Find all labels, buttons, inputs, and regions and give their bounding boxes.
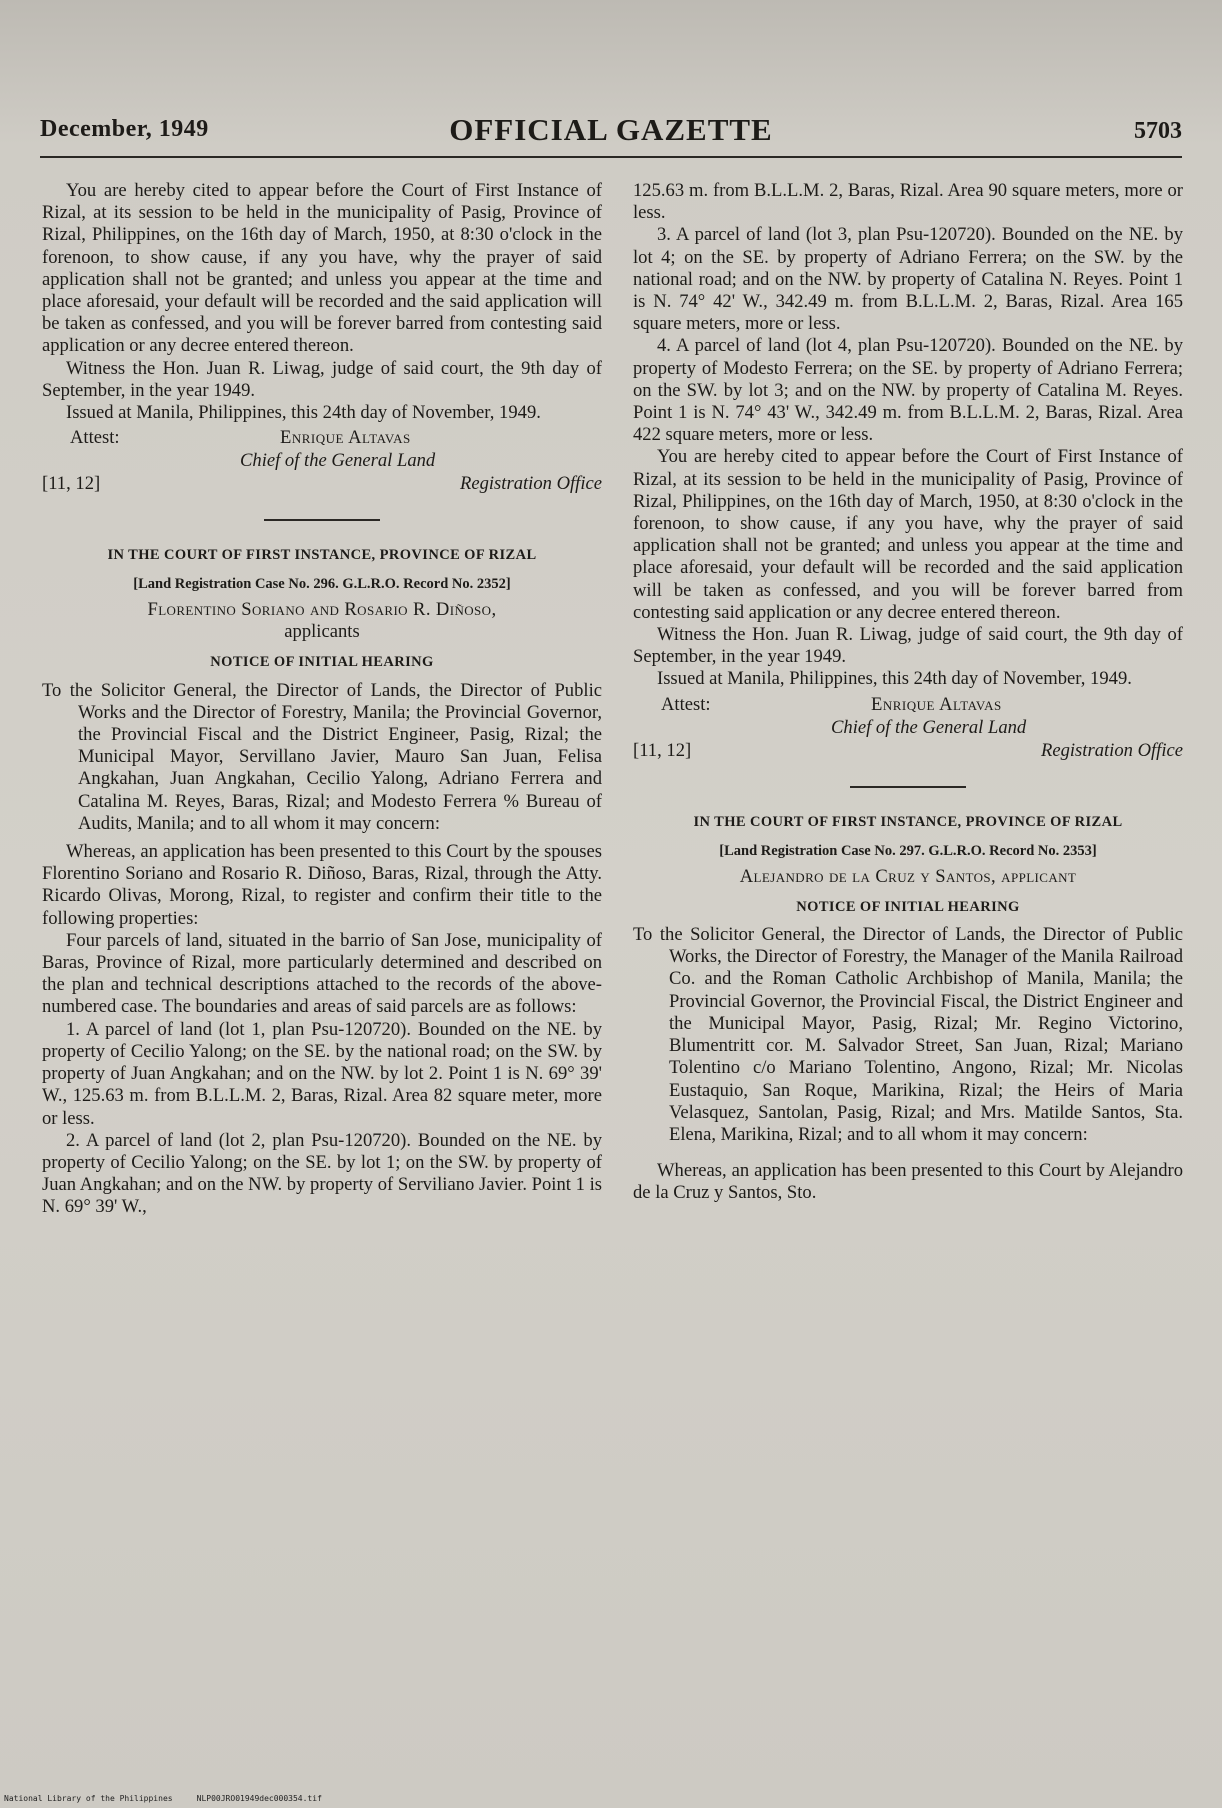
- court-heading: IN THE COURT OF FIRST INSTANCE, PROVINCE OF RIZAL: [107, 547, 537, 564]
- attest-reference: [11, 12]: [42, 473, 101, 495]
- issued-paragraph: Issued at Manila, Philippines, this 24th day of November, 1949.: [657, 668, 1132, 690]
- notice-heading: NOTICE OF INITIAL HEARING: [210, 654, 434, 671]
- witness-paragraph: Witness the Hon. Juan R. Liwag, judge of said court, the 9th day of September, in the year 1949.: [633, 624, 1183, 668]
- addressees-paragraph: To the Solicitor General, the Director of Lands, the Director of Public Works, the Director of Forestry, the Manager of the Manila Railroad Co. and the Roman Catholic Archbishop of Manila, Manila; the Provincial Governor, the Provincial Fiscal, the District Engineer and the Municipal Mayor, Pasig, Rizal; Mr. Regino Victorino, Blumentritt cor. M. Salvador Street, San Juan, Rizal; Mariano Tolentino c/o Mariano Tolentino, Angono, Rizal; Mr. Nicolas Eustaquio, San Roque, Marikina, Rizal; the Heirs of Maria Velasquez, Santolan, Pasig, Rizal; and Mrs. Matilde Santos, Sta. Elena, Marikina, Rizal; and to all whom it may concern:: [633, 924, 1183, 1145]
- whereas-paragraph: Whereas, an application has been presented to this Court by Alejandro de la Cruz y Santos, Sto.: [633, 1160, 1183, 1204]
- page-number: 5703: [1134, 118, 1182, 144]
- lot-3-paragraph: 3. A parcel of land (lot 3, plan Psu-120720). Bounded on the NE. by lot 4; on the SE. by property of Adriano Ferrera; on the SW. by the national road; and on the NW. by property of Catalina N. Reyes. Point 1 is N. 74° 42' W., 342.49 m. from B.L.L.M. 2, Baras, Rizal. Area 165 square meters, more or less.: [633, 224, 1183, 335]
- attest-name: Enrique Altavas: [871, 693, 1002, 715]
- lot-2-paragraph: 2. A parcel of land (lot 2, plan Psu-120720). Bounded on the NE. by property of Cecilio Yalong; on the SE. by lot 1; on the SW. by property of Juan Angkahan; and on the NW. by property of Serviliano Javier. Point 1 is N. 69° 39' W.,: [42, 1129, 602, 1218]
- applicant-role: applicants: [284, 621, 360, 643]
- attest-block: [42, 427, 602, 497]
- whereas-paragraph: Whereas, an application has been presented to this Court by the spouses Florentino Soriano and Rosario R. Diñoso, Baras, Rizal, through the Atty. Ricardo Olivas, Morong, Rizal, to register and confirm their title to the following properties:: [42, 841, 602, 929]
- attest-label: Attest:: [70, 427, 120, 449]
- section-divider: [264, 519, 380, 521]
- case-number: [Land Registration Case No. 296. G.L.R.O. Record No. 2352]: [133, 576, 511, 593]
- citation-paragraph: You are hereby cited to appear before the Court of First Instance of Rizal, at its session to be held in the municipality of Pasig, Province of Rizal, Philippines, on the 16th day of March, 1950, at 8:30 o'clock in the forenoon, to show cause, if any you have, why the prayer of said application shall not be granted; and unless you appear at the time and place aforesaid, your default will be recorded and the said application will be taken as confessed, and you will be forever barred from contesting said application or any decree entered thereon.: [42, 180, 602, 357]
- attest-reference: [11, 12]: [633, 739, 692, 761]
- scan-footer: National Library of the Philippines NLP00JRO01949dec000354.tif: [4, 1794, 322, 1803]
- case-number: [Land Registration Case No. 297. G.L.R.O. Record No. 2353]: [719, 842, 1097, 859]
- attest-label: Attest:: [661, 693, 711, 715]
- attest-title-line2: Registration Office: [459, 473, 602, 495]
- page-header: [40, 112, 1182, 152]
- parcels-paragraph: Four parcels of land, situated in the barrio of San Jose, municipality of Baras, Province of Rizal, more particularly determined and described on the plan and technical descriptions attached to the records of the above-numbered case. The boundaries and areas of said parcels are as follows:: [42, 929, 602, 1018]
- attest-title-line1: Chief of the General Land: [831, 716, 1027, 738]
- lot-1-paragraph: 1. A parcel of land (lot 1, plan Psu-120720). Bounded on the NE. by property of Cecilio Yalong; on the SE. by the national road; on the SW. by property of Juan Angkahan; and on the NW. by lot 2. Point 1 is N. 69° 39' W., 125.63 m. from B.L.L.M. 2, Baras, Rizal. Area 82 square meter, more or less.: [42, 1018, 602, 1129]
- attest-title-line2: Registration Office: [1040, 739, 1183, 761]
- court-heading: IN THE COURT OF FIRST INSTANCE, PROVINCE OF RIZAL: [693, 813, 1123, 830]
- issued-paragraph: Issued at Manila, Philippines, this 24th day of November, 1949.: [66, 402, 541, 424]
- lot-4-paragraph: 4. A parcel of land (lot 4, plan Psu-120720). Bounded on the NE. by property of Modesto Ferrera; on the SE. by property of Adriano Ferrera; on the SW. by lot 3; and on the NW. by property of Catalina M. Reyes. Point 1 is N. 74° 43' W., 342.49 m. from B.L.L.M. 2, Baras, Rizal. Area 422 square meters, more or less.: [633, 335, 1183, 446]
- attest-title-line1: Chief of the General Land: [240, 450, 436, 472]
- attest-block: [633, 694, 1183, 764]
- applicant-names: Florentino Soriano and Rosario R. Diñoso,: [147, 599, 497, 621]
- witness-paragraph: Witness the Hon. Juan R. Liwag, judge of said court, the 9th day of September, in the year 1949.: [42, 357, 602, 401]
- citation-paragraph: You are hereby cited to appear before the Court of First Instance of Rizal, at its session to be held in the municipality of Pasig, Province of Rizal, Philippines, on the 16th day of March, 1950, at 8:30 o'clock in the forenoon, to show cause, if any you have, why the prayer of said application shall not be granted; and unless you appear at the time and place aforesaid, your default will be recorded and the said application will be taken as confessed, and you will be forever barred from contesting said application or any decree entered thereon.: [633, 446, 1183, 623]
- right-column: [633, 180, 1183, 1205]
- notice-heading: NOTICE OF INITIAL HEARING: [796, 898, 1020, 915]
- header-date: December, 1949: [40, 116, 209, 142]
- left-column: [42, 180, 602, 1219]
- section-divider: [850, 786, 966, 788]
- header-rule: [40, 156, 1182, 158]
- addressees-paragraph: To the Solicitor General, the Director of Lands, the Director of Public Works and the Director of Forestry, Manila; the Provincial Governor, the Provincial Fiscal and the District Engineer, Pasig, Rizal; the Municipal Mayor, Servillano Javier, Mauro San Juan, Felisa Angkahan, Juan Angkahan, Cecilio Yalong, Adriano Ferrera and Catalina M. Reyes, Baras, Rizal; and Modesto Ferrera % Bureau of Audits, Manila; and to all whom it may concern:: [42, 679, 602, 834]
- header-title: OFFICIAL GAZETTE: [449, 112, 773, 147]
- applicant-name: Alejandro de la Cruz y Santos, applicant: [739, 865, 1077, 887]
- lot-2-continued: 125.63 m. from B.L.L.M. 2, Baras, Rizal. Area 90 square meters, more or less.: [633, 180, 1183, 224]
- attest-name: Enrique Altavas: [280, 427, 411, 449]
- applicants: [42, 599, 602, 643]
